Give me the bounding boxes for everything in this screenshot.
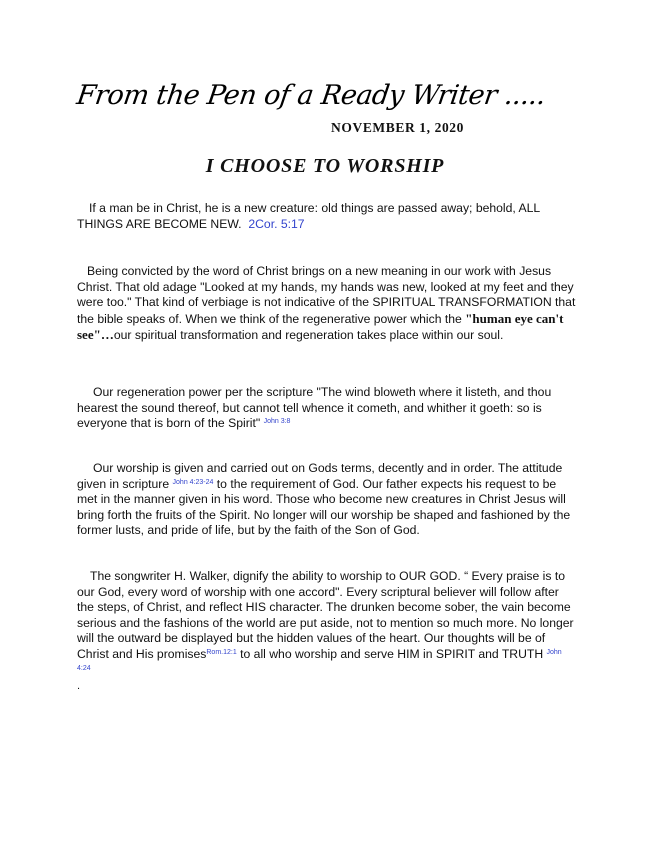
scripture-reference: 2Cor. 5:17 [248,216,305,231]
paragraph-2 [77,264,577,344]
scripture-reference: Rom.12:1 [206,648,237,656]
paragraph-4 [77,461,577,539]
paragraph-4-text: Our worship is given and carried out on Gods terms, decently and in order. The attitude given in scripture [77,461,563,491]
paragraph-2-bold-phrase: "human eye can't see"… [77,310,564,343]
scripture-reference: John 3:8 [263,418,291,426]
paragraph-3 [77,385,577,432]
paragraph-2-text: Being convicted by the word of Christ brings on a new meaning in our work with Jesus Christ. That old adage "Looked at my hands, my hands was new, looked at my feet and they were too." That kind of verbiage is not indicative of the SPIRITUAL TRANSFORMATION that the bible speaks of. When we think of the regenerative power which the [77,264,576,326]
paragraph-1 [77,201,577,232]
scripture-reference: John 4:24 [77,648,562,672]
paragraph-5 [77,569,577,678]
scripture-reference: John 4:23-24 [172,478,214,486]
paragraph-2-text-end: our spiritual transformation and regeneration takes place within our soul. [113,328,504,343]
paragraph-5-text-end: to all who worship and serve HIM in SPIRIT and TRUTH [240,646,544,661]
paragraph-5-text: The songwriter H. Walker, dignify the ability to worship to OUR GOD. “ Every praise is to our God, every word of worship with one accord". Every scriptural believer will follow after the steps, of Christ, and reflect HIS character. The drunken become sober, the vain become serious and the fashions of the world are put aside, not to mention so much more. No longer will the outward be displayed but the hidden values of the heart. Our thoughts will be of Christ and His promises [77,569,574,661]
page-title: I CHOOSE TO WORSHIP [205,155,445,177]
paragraph-3-text: Our regeneration power per the scripture "The wind bloweth where it listeth, and thou hearest the sound thereof, but cannot tell whence it cometh, and whither it goeth: so is everyone that is born of the Spirit" [77,385,552,431]
paragraph-4-text-end: to the requirement of God. Our father expects his request to be met in the manner given in his word. Those who become new creatures in Christ Jesus will bring forth the fruits of the Spirit. No longer will our worship be shaped and fashioned by the former lusts, and pride of life, but by the faith of the Son of God. [77,476,571,538]
end-mark: . [77,680,81,692]
date-line: NOVEMBER 1, 2020 [331,120,464,135]
paragraph-1-text: If a man be in Christ, he is a new creature: old things are passed away; behold, ALL THINGS ARE BECOME NEW. [77,201,540,231]
header-script-title: From the Pen of a Ready Writer ..... [74,80,548,111]
